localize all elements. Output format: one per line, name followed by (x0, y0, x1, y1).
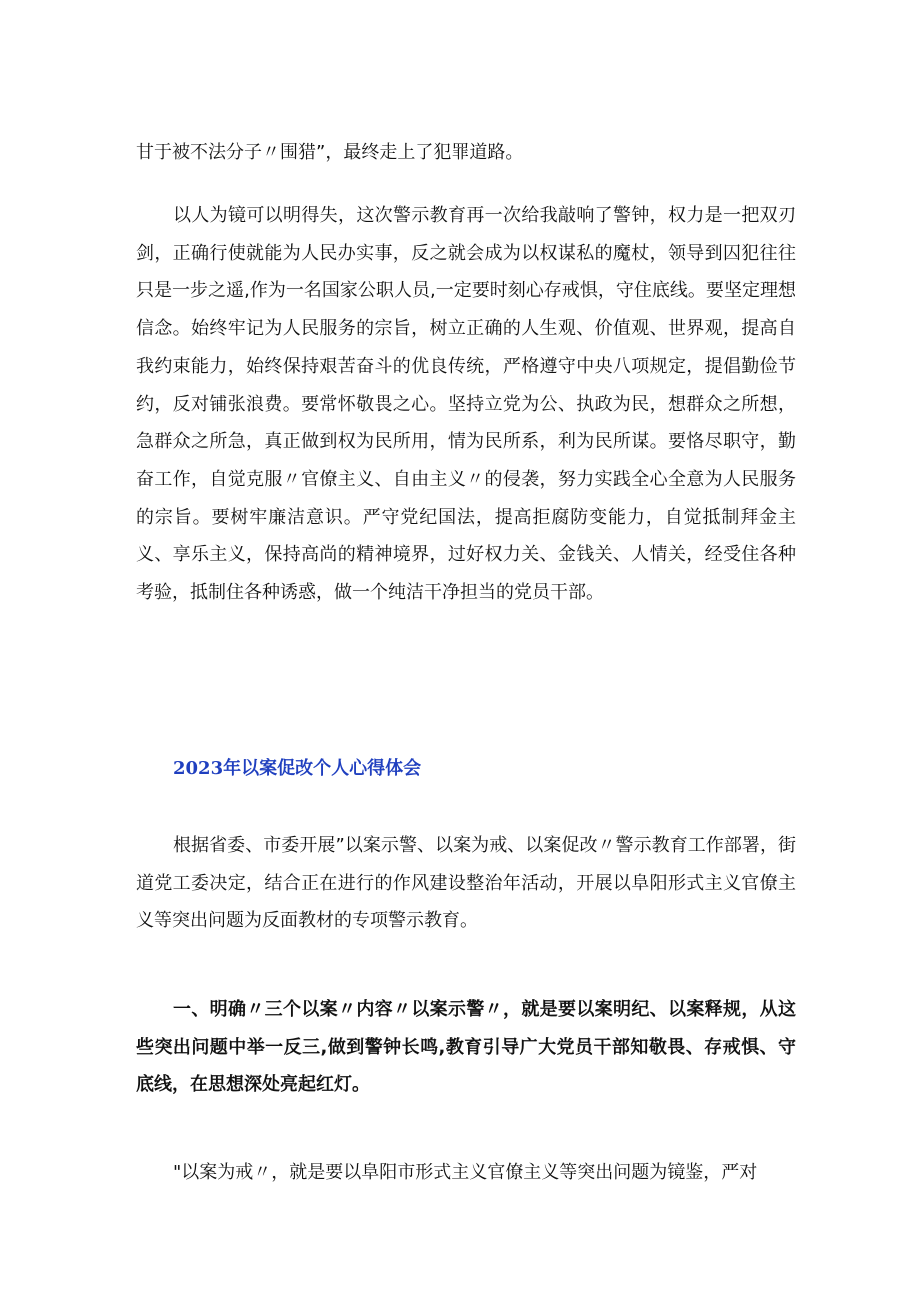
paragraph-3: 根据省委、市委开展”以案示警、以案为戒、以案促改〃警示教育工作部署，街道党工委决定，结合正在进行的作风建设整治年活动，开展以阜阳形式主义官僚主义等突出问题为反面教材的专项警示教育。 (136, 835, 796, 932)
section-heading: 2023年以案促改个人心得体会 (173, 758, 422, 779)
paragraph-5: "以案为戒〃，就是要以阜阳市形式主义官僚主义等突出问题为镜鉴，严对 (173, 1162, 758, 1183)
paragraph-2: 以人为镜可以明得失，这次警示教育再一次给我敲响了警钟，权力是一把双刃剑，正确行使就能为人民办实事，反之就会成为以权谋私的魔杖，领导到囚犯往往只是一步之遥,作为一名国家公职人员,一定要时刻心存戒惧，守住底线。要坚定理想信念。始终牢记为人民服务的宗旨，树立正确的人生观、价值观、世界观，提高自我约束能力，始终保持艰苦奋斗的优良传统，严格遵守中央八项规定，提倡勤俭节约，反对铺张浪费。要常怀敬畏之心。坚持立党为公、执政为民，想群众之所想，急群众之所急，真正做到权为民所用，情为民所系，利为民所谋。要恪尽职守，勤奋工作，自觉克服〃官僚主义、自由主义〃的侵袭，努力实践全心全意为人民服务的宗旨。要树牢廉洁意识。严守党纪国法，提高拒腐防变能力，自觉抵制拜金主义、享乐主义，保持高尚的精神境界，过好权力关、金钱关、人情关，经受住各种考验，抵制住各种诱惑，做一个纯洁干净担当的党员干部。 (136, 205, 796, 604)
paragraph-1: 甘于被不法分子〃围猎”，最终走上了犯罪道路。 (136, 142, 524, 163)
paragraph-4-bold: 一、明确〃三个以案〃内容〃以案示警〃，就是要以案明纪、以案释规，从这些突出问题中举一反三,做到警钟长鸣,教育引导广大党员干部知敬畏、存戒惧、守底线，在思想深处亮起红灯。 (136, 999, 796, 1096)
